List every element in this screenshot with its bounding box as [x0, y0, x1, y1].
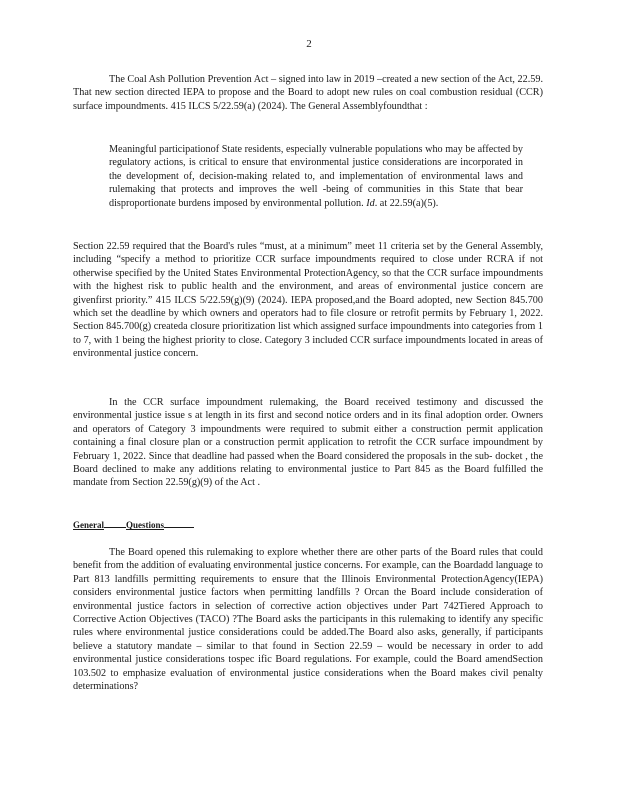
- paragraph-coal-ash-act: The Coal Ash Pollution Prevention Act – signed into law in 2019 –created a new section of the Act, 22.59. That new section directed IEPA to propose and the Board to adopt new rules on coal combustion residual (CCR) surface impoundments. 415 ILCS 5/22.59(a) (2024). The General Assemblyfoundthat :: [73, 74, 543, 112]
- heading-word-general: General: [73, 520, 104, 530]
- paragraph-ccr-rulemaking: In the CCR surface impoundment rulemaking, the Board received testimony and discussed the environmental justice issue s at length in its first and second notice orders and in its final adoption order. Owners and operators of Category 3 impoundments were required to submit either a construction permit application containing a final closure plan or a construction permit application to retrofit the CCR surface impoundment by February 1, 2022. Since that deadline had passed when the Board considered the proposals in the sub- docket , the Board declined to make any additions relating to environmental justice to Part 845 as the Board fulfilled the mandate from Section 22.59(g)(9) of the Act .: [73, 397, 543, 489]
- heading-underline-gap: [104, 519, 126, 528]
- block-quote: [109, 143, 523, 210]
- citation-id: Id: [366, 197, 375, 209]
- section-heading-general-questions: [73, 519, 194, 530]
- citation-rest: . at 22.59(a)(5).: [374, 197, 439, 209]
- page-number: 2: [306, 38, 312, 50]
- paragraph-section-22-59: Section 22.59 required that the Board's rules “must, at a minimum” meet 11 criteria set by the General Assembly, including “specify a method to prioritize CCR surface impoundments required to close under RCRA if not otherwise specified by the United States Environmental ProtectionAgency, so that the CCR surface impoundments with the highest risk to public health and the environment, and areas of environmental justice concern are givenfirst priority.” 415 ILCS 5/22.59(g)(9) (2024). IEPA proposed,and the Board adopted, new Section 845.700 which set the deadline by which owners and operators had to file closure or retrofit permits by February 1, 2022. Section 845.700(g) createda closure prioritization list which assigned surface impoundments into categories from 1 to 7, with 1 being the highest priority to close. Category 3 included CCR surface impoundments located in areas of environmental justice concern.: [73, 241, 543, 360]
- heading-underline-tail: [164, 519, 194, 528]
- heading-word-questions: Questions: [126, 520, 165, 530]
- block-quote-text: Meaningful participationof State residents, especially vulnerable populations who may be affected by regulatory actions, is critical to ensure that environmental justice considerations are incorporated in the development of, decision-making related to, and implementation of environmental laws and rulemaking that protects and improves the well -being of communities in this State that bear disproportionate burdens imposed by environmental pollution.: [109, 144, 523, 209]
- paragraph-rulemaking-questions: The Board opened this rulemaking to explore whether there are other parts of the Board rules that could benefit from the addition of evaluating environmental justice concerns. For example, can the Boardadd language to Part 813 landfills permitting requirements to ensure that the Illinois Environmental ProtectionAgency(IEPA) considers environmental justice factors when permitting landfills ? Orcan the Board include consideration of environmental justice factors in selection of corrective action objectives under Part 742Tiered Approach to Corrective Action Objectives (TACO) ?The Board asks the participants in this rulemaking to identify any specific rules where environmental justice considerations could be added.The Board also asks, generally, if participants believe a statutory mandate – similar to that found in Section 22.59 – would be necessary in order to add environmental justice considerations tospec ific Board regulations. For example, could the Board amendSection 103.502 to emphasize evaluation of environmental justice considerations when the Board makes civil penalty determinations?: [73, 547, 543, 693]
